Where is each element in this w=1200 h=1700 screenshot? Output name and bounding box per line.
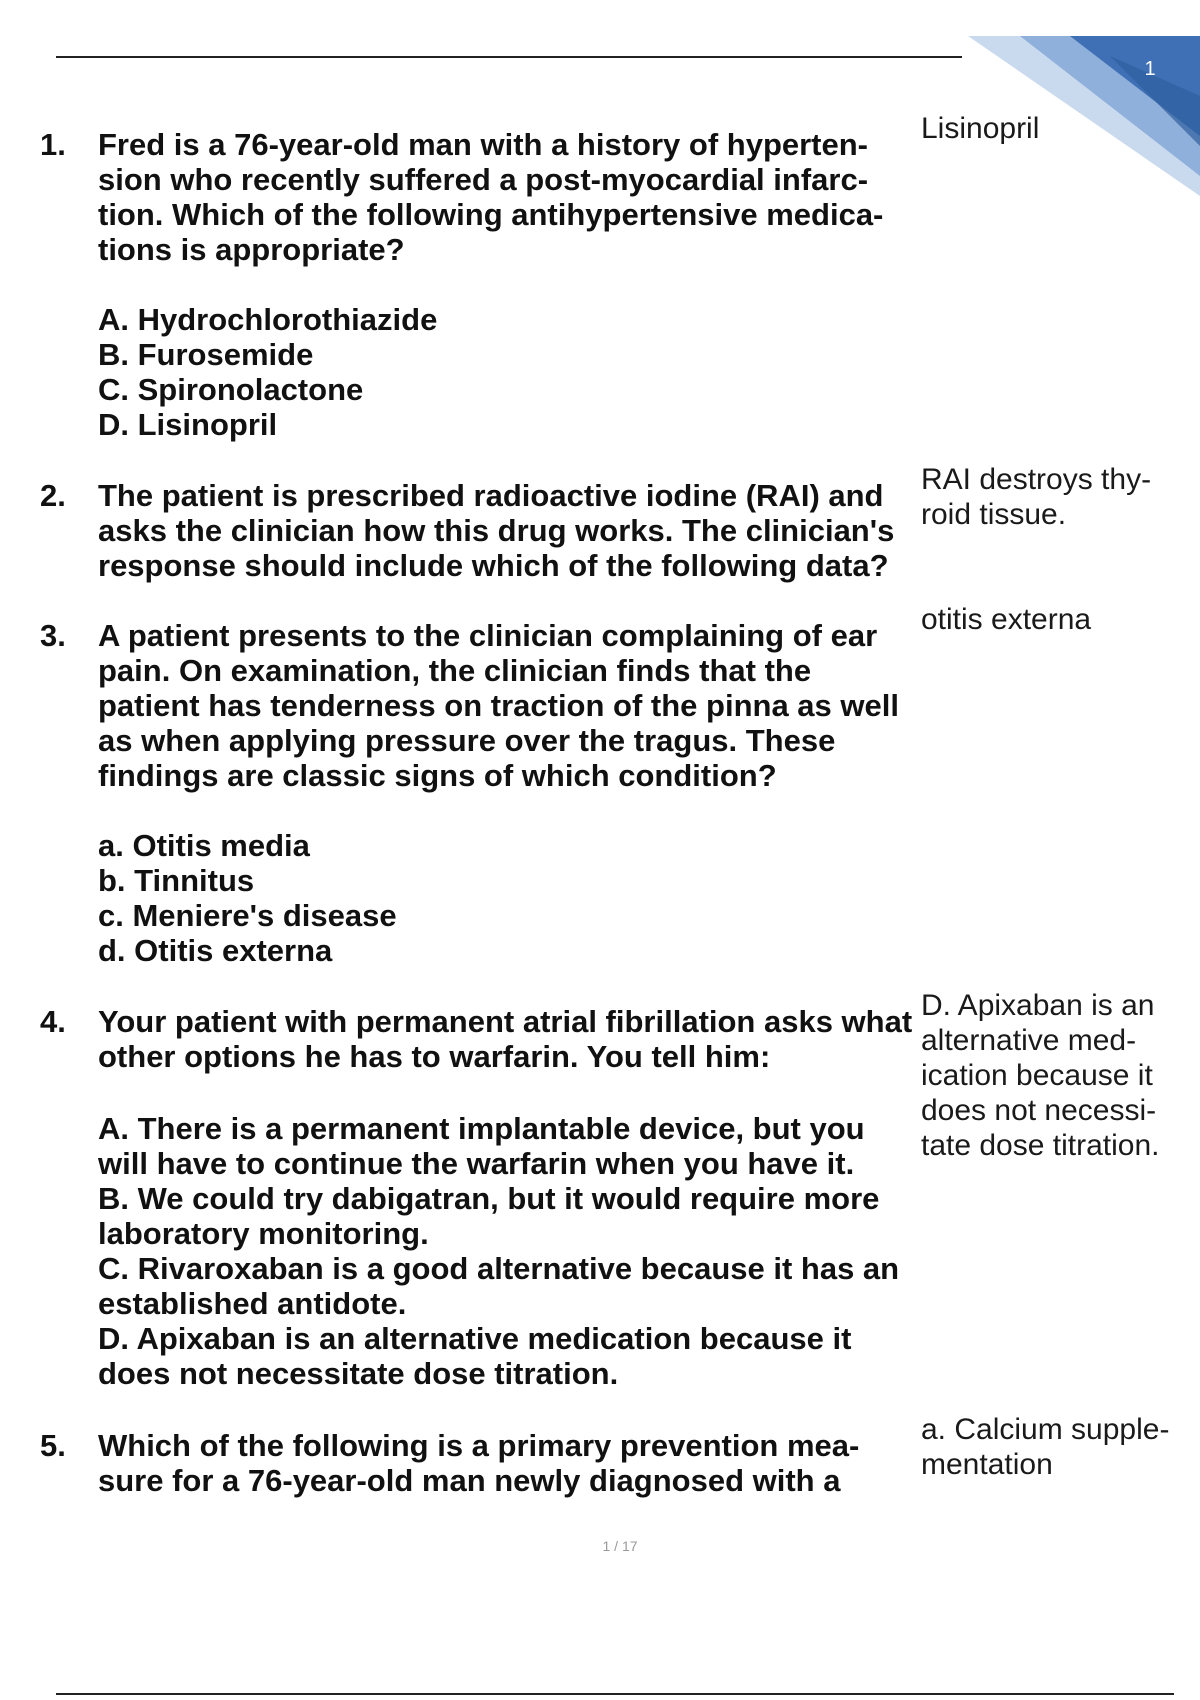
answer-note: otitis externa [921,603,1092,636]
question-text: The patient is prescribed radioactive iodine (RAI) and asks the clinician how this drug works. The clinician's response should include which of the following data? [98,478,895,583]
option-a: A. There is a permanent implantable device, but you will have to continue the warfarin when you have it. [98,1111,865,1181]
option-c: C. Spironolactone [98,372,364,407]
option-c: c. Meniere's disease [98,898,397,933]
option-list [98,1111,918,1391]
question-number: 3. [40,618,66,653]
question-text: Fred is a 76-year-old man with a history of hyperten- sion who recently suffered a post-myocardial infarc- tion. Which of the following antihypertensive medica- tions is appropriate? [98,127,884,267]
option-d: D. Apixaban is an alternative medication because it does not necessitate dose titration. [98,1321,852,1391]
question-text: A patient presents to the clinician complaining of ear pain. On examination, the clinician finds that the patient has tenderness on traction of the pinna as well as when applying pressure over the tragus. These findings are classic signs of which condition? [98,618,899,793]
answer-note: Lisinopril [921,112,1040,145]
question-text: Which of the following is a primary prevention mea- sure for a 76-year-old man newly diagnosed with a [98,1428,860,1498]
question-text: Your patient with permanent atrial fibrillation asks what other options he has to warfarin. You tell him: [98,1004,913,1074]
header-rule [56,56,962,58]
answer-note: D. Apixaban is an alternative med- ication because it does not necessi- tate dose titration. [921,989,1160,1162]
option-b: b. Tinnitus [98,863,255,898]
answer-note: a. Calcium supple- mentation [921,1413,1170,1481]
answer-note: RAI destroys thy- roid tissue. [921,463,1152,531]
option-a: A. Hydrochlorothiazide [98,302,438,337]
option-a: a. Otitis media [98,828,310,863]
option-list [98,302,918,442]
option-c: C. Rivaroxaban is a good alternative because it has an established antidote. [98,1251,900,1321]
option-b: B. Furosemide [98,337,314,372]
question-number: 2. [40,478,66,513]
question-number: 1. [40,127,66,162]
option-d: d. Otitis externa [98,933,333,968]
option-list [98,828,918,968]
question-number: 5. [40,1428,66,1463]
option-b: B. We could try dabigatran, but it would require more laboratory monitoring. [98,1181,880,1251]
footer-rule [56,1693,1174,1695]
question-number: 4. [40,1004,66,1039]
page-number: 1 [1144,58,1156,80]
option-d: D. Lisinopril [98,407,278,442]
page-counter: 1 / 17 [602,1538,638,1554]
